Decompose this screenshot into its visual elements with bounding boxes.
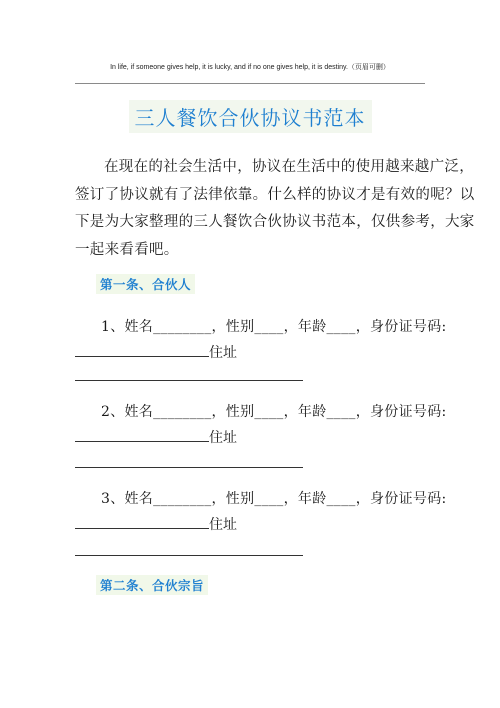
party-1-address-line (75, 342, 237, 362)
party-2-address-line (75, 427, 237, 447)
address-blank (75, 344, 209, 357)
party-3-address-rule (75, 555, 303, 556)
intro-line: 一起来看看吧。 (75, 241, 179, 258)
address-label: 住址 (209, 430, 237, 446)
address-blank (75, 429, 209, 442)
party-1-info-line: 1、姓名________，性别____，年龄____，身份证号码: (101, 319, 447, 335)
address-label: 住址 (209, 517, 237, 533)
party-1-address-rule (75, 380, 303, 381)
party-3-info-line: 3、姓名________，性别____，年龄____，身份证号码: (101, 491, 447, 507)
document-title-text: 三人餐饮合伙协议书范本 (129, 100, 372, 133)
section-heading-purpose: 第二条、合伙宗旨 (96, 575, 208, 595)
intro-line: 在现在的社会生活中，协议在生活中的使用越来越广泛， (104, 159, 474, 175)
intro-line: 签订了协议就有了法律依靠。什么样的协议才是有效的呢？以 (75, 186, 475, 203)
header-divider (75, 83, 425, 84)
address-label: 住址 (209, 345, 237, 361)
party-2-info-line: 2、姓名________，性别____，年龄____，身份证号码: (101, 404, 447, 420)
party-2-address-rule (75, 467, 303, 468)
section-heading-partners: 第一条、合伙人 (96, 274, 195, 294)
address-blank (75, 516, 209, 529)
page-header: In life, if someone gives help, it is lucky, and if no one gives help, it is destiny.（页眉可删） (110, 64, 390, 71)
intro-line: 下是为大家整理的三人餐饮合伙协议书范本，仅供参考，大家 (75, 214, 475, 230)
intro-paragraph (75, 154, 475, 264)
party-3-address-line (75, 514, 237, 534)
document-title (0, 100, 500, 133)
